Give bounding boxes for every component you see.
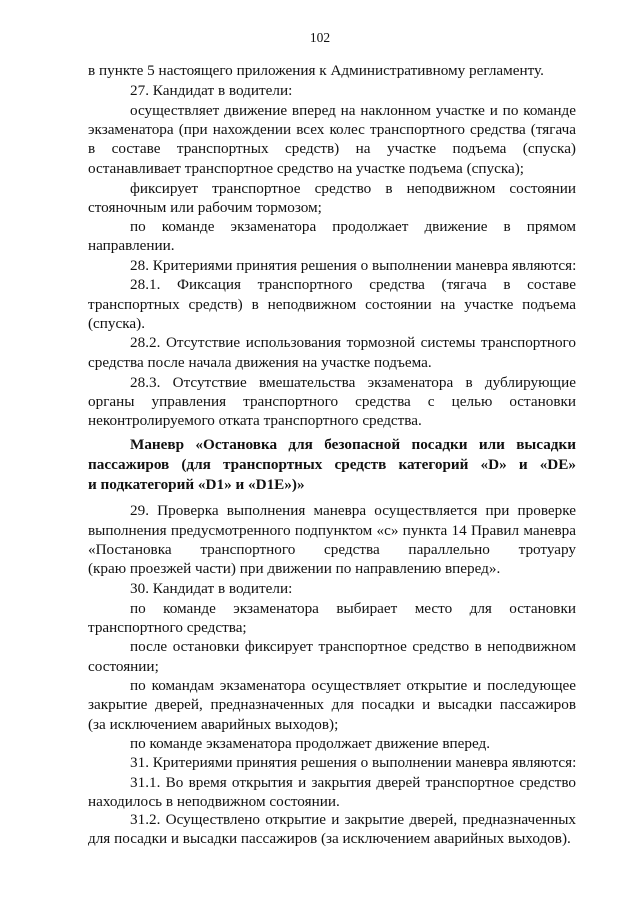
text-line: средства после начала движения на участке подъема. [88, 354, 432, 371]
text-line: 29. Проверка выполнения маневра осуществляется при проверке [130, 502, 576, 519]
text-line: транспортного средства; [88, 619, 247, 636]
text-line: останавливает транспортное средство на участке подъема (спуска); [88, 160, 525, 177]
text-line: по команде экзаменатора продолжает движение вперед. [130, 735, 491, 752]
text-line: транспортных средств) в неподвижном состоянии на участке подъема [88, 296, 576, 313]
text-line: осуществляет движение вперед на наклонном участке и по команде [130, 102, 576, 119]
section-heading-line: и подкатегорий «D1» и «D1E»)» [88, 476, 305, 493]
section-heading-line: Маневр «Остановка для безопасной посадки или высадки [130, 436, 576, 453]
text-line: 28.3. Отсутствие вмешательства экзаменатора в дублирующие [130, 374, 576, 391]
text-line: по командам экзаменатора осуществляет открытие и последующее [130, 677, 576, 694]
text-line: по команде экзаменатора продолжает движение в прямом [130, 218, 576, 235]
text-line: стояночным или рабочим тормозом; [88, 199, 322, 216]
text-line: 27. Кандидат в водители: [130, 82, 293, 99]
text-line: неконтролируемого отката транспортного средства. [88, 412, 422, 429]
text-line: (спуска). [88, 315, 146, 332]
text-line: (за исключением аварийных выходов); [88, 716, 339, 733]
text-line: 28. Критериями принятия решения о выполнении маневра являются: [130, 257, 576, 274]
page-number: 102 [309, 30, 331, 45]
text-line: направлении. [88, 237, 175, 254]
text-line: фиксирует транспортное средство в неподвижном состоянии [130, 180, 576, 197]
text-line: органы управления транспортного средства с целью остановки [88, 393, 576, 410]
text-line: состоянии; [88, 658, 159, 675]
text-line: выполнения предусмотренного подпунктом «с» пункта 14 Правил маневра [88, 522, 576, 539]
text-line: 30. Кандидат в водители: [130, 580, 293, 597]
text-line: по команде экзаменатора выбирает место для остановки [130, 600, 576, 617]
text-line: для посадки и высадки пассажиров (за исключением аварийных выходов). [88, 830, 571, 847]
text-line: 31.1. Во время открытия и закрытия дверей транспортное средство [130, 774, 576, 791]
text-line: после остановки фиксирует транспортное средство в неподвижном [130, 638, 576, 655]
section-heading-line: пассажиров (для транспортных средств категорий «D» и «DE» [88, 456, 576, 473]
text-line: (краю проезжей части) при движении по направлению вперед». [88, 560, 501, 577]
text-line: 31. Критериями принятия решения о выполнении маневра являются: [130, 754, 576, 771]
text-line: экзаменатора (при нахождении всех колес транспортного средства (тягача [88, 121, 576, 138]
text-line: закрытие дверей, предназначенных для посадки и высадки пассажиров [88, 696, 576, 713]
text-line: «Постановка транспортного средства параллельно тротуару [88, 541, 576, 558]
text-line: находилось в неподвижном состоянии. [88, 793, 340, 810]
text-line: 31.2. Осуществлено открытие и закрытие дверей, предназначенных [130, 811, 576, 828]
text-line: 28.1. Фиксация транспортного средства (тягача в составе [130, 276, 576, 293]
text-line: 28.2. Отсутствие использования тормозной системы транспортного [130, 334, 576, 351]
text-line: в составе транспортных средств) на участке подъема (спуска) [88, 140, 576, 157]
text-line: в пункте 5 настоящего приложения к Административному регламенту. [88, 62, 544, 79]
